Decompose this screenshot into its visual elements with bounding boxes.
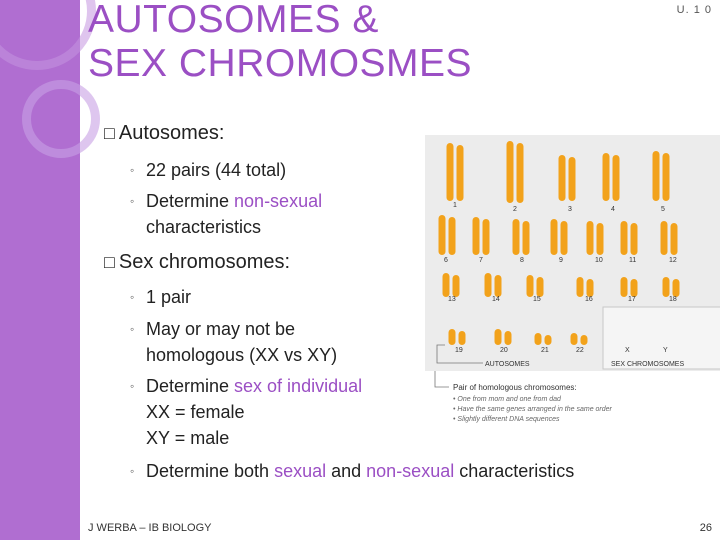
circle-bullet-icon: ◦: [130, 379, 135, 393]
chromosome: [517, 143, 524, 203]
chromosome: [523, 221, 530, 255]
chromosome: [505, 331, 512, 345]
chromosome: [559, 155, 566, 201]
bullet-autosomes-2: ◦ Determine non-sexual characteristics: [130, 188, 322, 240]
sex-chromosomes-inset: [603, 307, 720, 369]
x-chromosome-label: X: [625, 347, 630, 354]
bullet-sex-3: ◦ Determine sex of individual XX = female XY = male: [130, 373, 362, 451]
chromosome: [673, 279, 680, 297]
chromosome-number: 8: [520, 257, 524, 264]
chromosome: [447, 143, 454, 201]
circle-bullet-icon: ◦: [130, 194, 135, 208]
caption-item: • Have the same genes arranged in the same order: [453, 406, 612, 413]
chromosome: [495, 329, 502, 345]
footer-author: J WERBA – IB BIOLOGY: [88, 522, 212, 534]
bullet-box-icon: □: [104, 252, 115, 272]
chromosome: [443, 273, 450, 297]
caption-item: • One from mom and one from dad: [453, 396, 561, 403]
chromosome: [581, 335, 588, 345]
chromosome-number: 16: [585, 296, 593, 303]
chromosome: [561, 221, 568, 255]
chromosome: [631, 223, 638, 255]
autosomes-label: AUTOSOMES: [485, 361, 530, 368]
bullet-box-icon: □: [104, 123, 115, 143]
slide-title: [88, 0, 558, 86]
chromosome-number: 2: [513, 206, 517, 213]
caption-bracket-line: [435, 371, 449, 387]
title-line-1: AUTOSOMES &: [88, 0, 379, 41]
chromosome: [535, 333, 542, 345]
chromosome-number: 22: [576, 347, 584, 354]
chromosome: [483, 219, 490, 255]
chromosome: [473, 217, 480, 255]
chromosome-number: 6: [444, 257, 448, 264]
chromosome: [661, 221, 668, 255]
chromosome: [653, 151, 660, 201]
chromosome: [621, 221, 628, 255]
chromosome-number: 9: [559, 257, 563, 264]
chromosome: [613, 155, 620, 201]
chromosome: [485, 273, 492, 297]
chromosome-number: 11: [629, 257, 637, 264]
chromosome: [587, 279, 594, 297]
chromosome: [449, 217, 456, 255]
chromosome-number: 10: [595, 257, 603, 264]
bullet-sex-chromosomes: [104, 251, 290, 274]
chromosome: [671, 223, 678, 255]
circle-bullet-icon: ◦: [130, 163, 135, 177]
chromosome-number: 5: [661, 206, 665, 213]
chromosome: [513, 219, 520, 255]
chromosome: [507, 141, 514, 203]
chromosome-number: 7: [479, 257, 483, 264]
chromosome-number: 18: [669, 296, 677, 303]
title-line-2: SEX CHROMOSMES: [88, 42, 473, 85]
chromosome: [587, 221, 594, 255]
chromosome: [663, 153, 670, 201]
chromosome-number: 15: [533, 296, 541, 303]
chromosome-number: 19: [455, 347, 463, 354]
chromosome-number: 4: [611, 206, 615, 213]
chromosome: [545, 335, 552, 345]
chromosome: [663, 277, 670, 297]
chromosome: [621, 277, 628, 297]
chromosome: [577, 277, 584, 297]
bullet-sex-4: ◦ Determine both sexual and non-sexual characteristics: [130, 458, 574, 484]
circle-bullet-icon: ◦: [130, 290, 135, 304]
chromosome: [495, 275, 502, 297]
chromosome-number: 17: [628, 296, 636, 303]
chromosome: [571, 333, 578, 345]
chromosome: [453, 275, 460, 297]
page-number: 26: [699, 522, 712, 534]
sex-heading: Sex chromosomes:: [118, 251, 291, 273]
chromosome: [457, 145, 464, 201]
chromosome-number: 12: [669, 257, 677, 264]
circle-bullet-icon: ◦: [130, 464, 135, 478]
chromosome: [459, 331, 466, 345]
autosomes-heading: Autosomes:: [118, 122, 225, 144]
chromosome: [551, 219, 558, 255]
sex-chromosomes-label: SEX CHROMOSOMES: [611, 361, 685, 368]
karyotype-figure: [425, 135, 720, 435]
chromosome-number: 1: [453, 202, 457, 209]
chromosome: [597, 223, 604, 255]
decorative-ring: [22, 80, 100, 158]
bullet-sex-1: ◦ 1 pair: [130, 284, 191, 310]
chromosome: [537, 277, 544, 297]
chromosome: [603, 153, 610, 201]
y-chromosome-label: Y: [663, 347, 668, 354]
bullet-autosomes: [104, 122, 224, 145]
caption-title: Pair of homologous chromosomes:: [453, 383, 577, 392]
chromosome: [439, 215, 446, 255]
circle-bullet-icon: ◦: [130, 322, 135, 336]
chromosome: [631, 279, 638, 297]
unit-label: U. 1 0: [676, 4, 712, 16]
chromosome-number: 14: [492, 296, 500, 303]
bullet-autosomes-1: ◦ 22 pairs (44 total): [130, 157, 286, 183]
chromosome-number: 13: [448, 296, 456, 303]
chromosome-number: 3: [568, 206, 572, 213]
chromosome-number: 21: [541, 347, 549, 354]
decorative-ring: [0, 0, 96, 70]
chromosome-number: 20: [500, 347, 508, 354]
chromosome: [449, 329, 456, 345]
chromosome: [569, 157, 576, 201]
bullet-sex-2: ◦ May or may not be homologous (XX vs XY): [130, 316, 337, 368]
chromosome: [527, 275, 534, 297]
caption-item: • Slightly different DNA sequences: [453, 416, 560, 423]
